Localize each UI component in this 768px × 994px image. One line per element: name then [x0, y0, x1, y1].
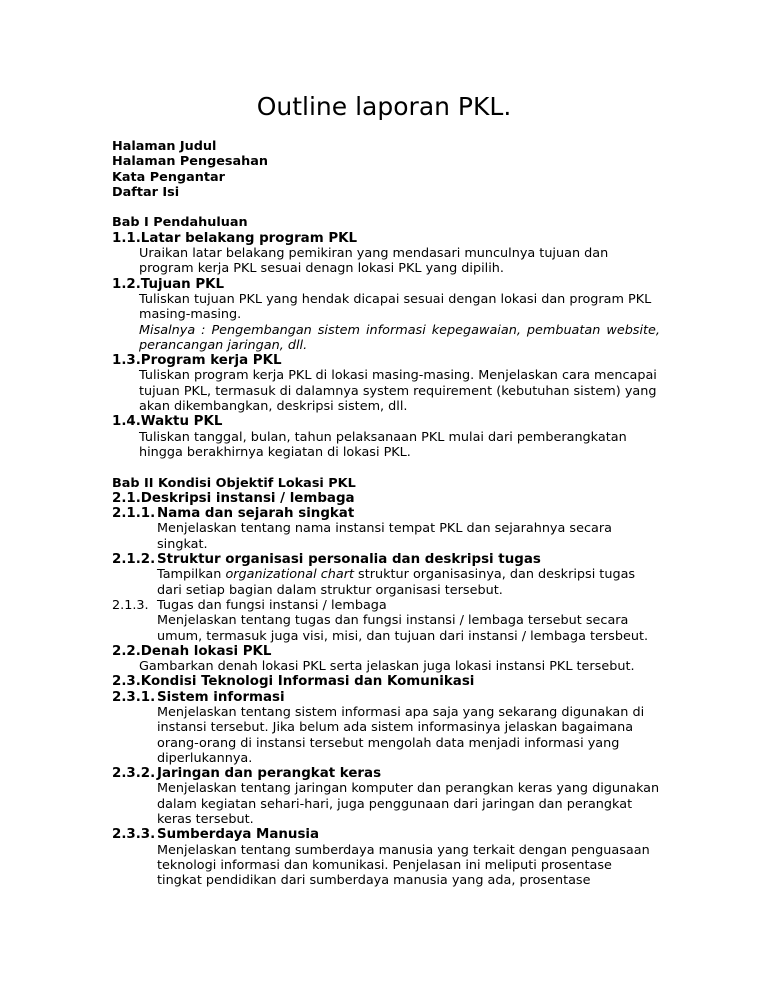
spacer: [112, 200, 660, 215]
section-1-3-text: tujuan PKL, termasuk di dalamnya system requirement (kebutuhan sistem) yang: [139, 383, 657, 399]
front-daftar-isi: Daftar Isi: [112, 184, 180, 200]
section-2-3-1-text: diperlukannya.: [157, 750, 253, 766]
text-fragment-italic: organizational chart: [225, 567, 354, 583]
section-2-3-1-text: orang-orang di instansi tersebut mengolah data menjadi informasi yang: [157, 735, 620, 751]
section-2-3-3-text: tingkat pendidikan dari sumberdaya manusia yang ada, prosentase: [157, 873, 591, 889]
bab2-heading: Bab II Kondisi Objektif Lokasi PKL: [112, 475, 356, 491]
section-2-1-2-heading: [112, 552, 660, 567]
section-title: Sistem informasi: [157, 689, 285, 705]
bab1-heading: Bab I Pendahuluan: [112, 215, 248, 231]
section-2-1-1-heading: [112, 506, 660, 521]
section-2-3-2-text: Menjelaskan tentang jaringan komputer dan perangkan keras yang digunakan: [157, 781, 660, 797]
section-2-3-1-heading: [112, 690, 660, 705]
section-number: 2.3.1.: [112, 689, 156, 705]
section-number: 2.1.2.: [112, 552, 156, 568]
outline-content: [112, 139, 660, 889]
section-title: Struktur organisasi personalia dan deskripsi tugas: [157, 552, 541, 568]
section-2-3-2-text: keras tersebut.: [157, 812, 254, 828]
section-2-1-3-heading: [112, 598, 660, 613]
section-2-1-1-text: singkat.: [157, 536, 208, 552]
section-title: Nama dan sejarah singkat: [157, 506, 355, 522]
section-2-2-text: Gambarkan denah lokasi PKL serta jelaskan juga lokasi instansi PKL tersebut.: [139, 659, 635, 675]
section-2-3-3-text: Menjelaskan tentang sumberdaya manusia yang terkait dengan penguasaan: [157, 842, 650, 858]
section-2-3-3-heading: [112, 827, 660, 842]
front-halaman-pengesahan: Halaman Pengesahan: [112, 154, 269, 170]
section-number: 2.1.3.: [112, 597, 149, 613]
section-title: Jaringan dan perangkat keras: [157, 766, 382, 782]
section-1-2-example: Misalnya : Pengembangan sistem informasi kepegawaian, pembuatan website,: [139, 322, 660, 338]
section-2-3-2-heading: [112, 766, 660, 781]
section-1-2-text: Tuliskan tujuan PKL yang hendak dicapai sesuai dengan lokasi dan program PKL: [139, 291, 652, 307]
section-number: 2.1.1.: [112, 506, 156, 522]
section-1-3-text: akan dikembangkan, deskripsi sistem, dll.: [139, 399, 408, 415]
section-1-1-text: Uraikan latar belakang pemikiran yang mendasari munculnya tujuan dan: [139, 246, 609, 262]
section-2-1-heading: 2.1.Deskripsi instansi / lembaga: [112, 490, 355, 506]
text-fragment: struktur organisasinya, dan deskripsi tugas: [353, 567, 636, 583]
section-1-4-text: hingga berakhirnya kegiatan di lokasi PKL.: [139, 444, 411, 460]
section-1-3-heading: 1.3.Program kerja PKL: [112, 353, 282, 369]
section-1-3-text: Tuliskan program kerja PKL di lokasi masing-masing. Menjelaskan cara mencapai: [139, 368, 657, 384]
section-1-4-heading: 1.4.Waktu PKL: [112, 414, 223, 430]
section-2-3-2-text: dalam kegiatan sehari-hari, juga penggunaan dari jaringan dan perangkat: [157, 796, 633, 812]
section-title: Tugas dan fungsi instansi / lembaga: [157, 597, 387, 613]
section-2-1-1-text: Menjelaskan tentang nama instansi tempat PKL dan sejarahnya secara: [157, 521, 612, 537]
section-1-4-text: Tuliskan tanggal, bulan, tahun pelaksanaan PKL mulai dari pemberangkatan: [139, 429, 627, 445]
section-2-1-3-text: Menjelaskan tentang tugas dan fungsi instansi / lembaga tersebut secara: [157, 613, 629, 629]
section-2-3-1-text: instansi tersebut. Jika belum ada sistem informasinya jelaskan bagaimana: [157, 720, 634, 736]
section-2-1-2-text: [112, 567, 660, 582]
section-1-2-heading: 1.2.Tujuan PKL: [112, 276, 225, 292]
section-2-2-heading: 2.2.Denah lokasi PKL: [112, 643, 272, 659]
section-title: Sumberdaya Manusia: [157, 827, 320, 843]
section-number: 2.3.3.: [112, 827, 156, 843]
front-halaman-judul: Halaman Judul: [112, 139, 217, 154]
section-number: 2.3.2.: [112, 766, 156, 782]
section-1-2-text: masing-masing.: [139, 307, 242, 323]
section-2-3-3-text: teknologi informasi dan komunikasi. Penjelasan ini meliputi prosentase: [157, 857, 612, 873]
section-2-3-heading: 2.3.Kondisi Teknologi Informasi dan Komunikasi: [112, 674, 475, 690]
section-2-1-3-text: umum, termasuk juga visi, misi, dan tujuan dari instansi / lembaga tersbeut.: [157, 628, 649, 644]
front-kata-pengantar: Kata Pengantar: [112, 169, 225, 185]
section-1-1-heading: 1.1.Latar belakang program PKL: [112, 230, 358, 246]
section-1-2-example: perancangan jaringan, dll.: [139, 337, 308, 353]
section-2-3-1-text: Menjelaskan tentang sistem informasi apa saja yang sekarang digunakan di: [157, 704, 645, 720]
section-2-1-2-text: dari setiap bagian dalam struktur organisasi tersebut.: [157, 582, 503, 598]
section-1-1-text: program kerja PKL sesuai denagn lokasi PKL yang dipilih.: [139, 261, 504, 277]
spacer: [112, 460, 660, 475]
text-fragment: Tampilkan: [157, 567, 226, 583]
page-title: Outline laporan PKL.: [256, 92, 512, 121]
